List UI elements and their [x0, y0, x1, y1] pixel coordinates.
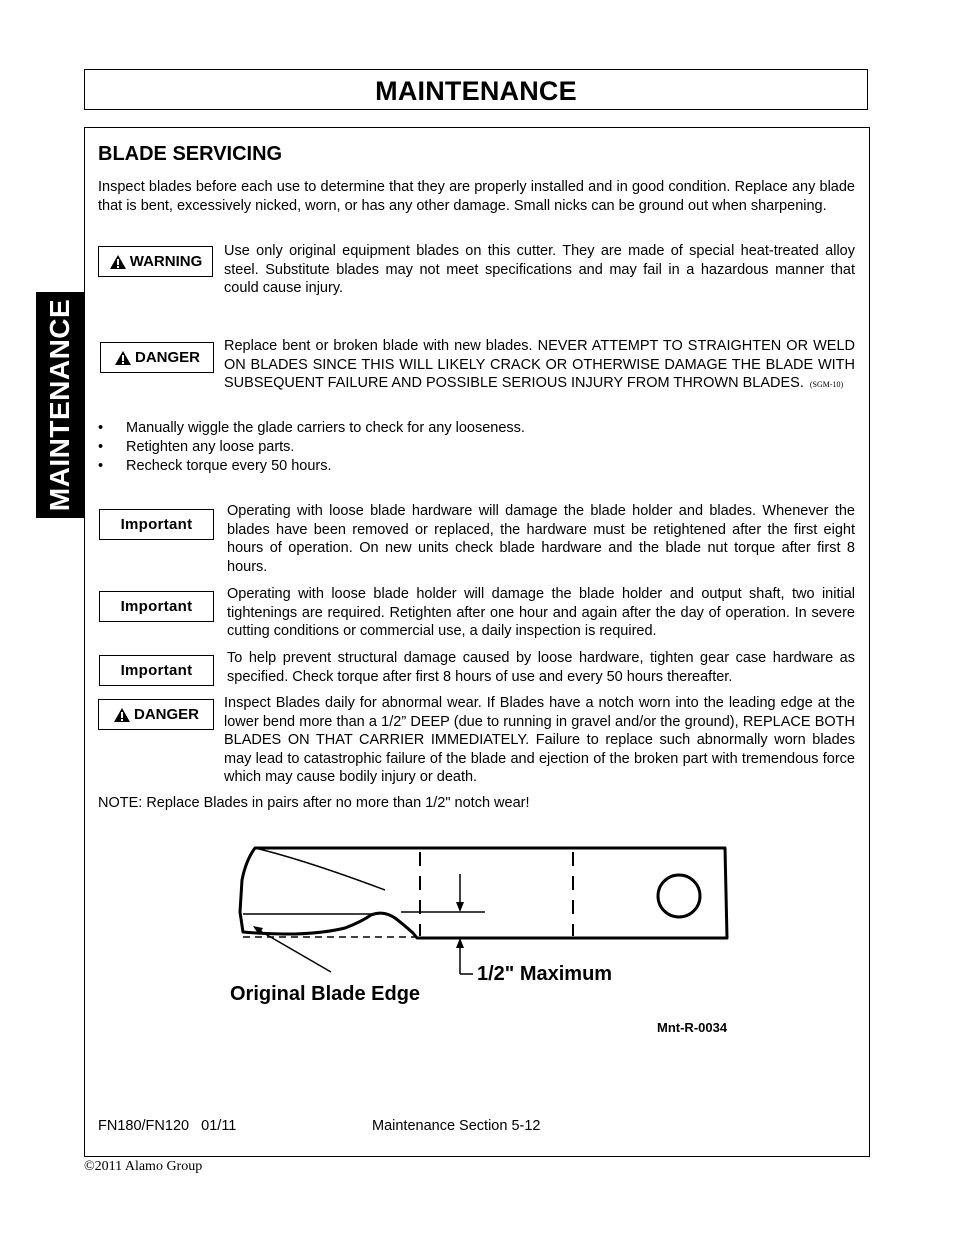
important-text: Operating with loose blade holder will damage the blade holder and output shaft, two initial tightenings are required. Retighten after one hour and again after the day of operation. In severe cutting conditions or commercial use, a daily inspection is required. — [227, 586, 855, 639]
side-tab-label: MAINTENANCE — [44, 298, 75, 512]
max-label: 1/2" Maximum — [477, 963, 613, 985]
danger-triangle-icon — [114, 350, 132, 366]
danger-label — [100, 342, 214, 373]
bullet-list — [98, 419, 525, 476]
header-box — [84, 69, 868, 110]
blade-diagram — [225, 840, 745, 1040]
important-label: Important — [99, 509, 214, 540]
important-label: Important — [99, 591, 214, 622]
footer-model: FN180/FN120 01/11 — [98, 1118, 237, 1134]
blade-outline — [240, 848, 727, 938]
edge-label: Original Blade Edge — [230, 983, 421, 1005]
danger-code: (SGM-10) — [809, 380, 844, 389]
intro-paragraph: Inspect blades before each use to determine that they are properly installed and in good condition. Replace any blade that is bent, excessively nicked, worn, or has any other damage. Small nicks can be ground out when sharpening. — [98, 179, 855, 214]
danger-label — [98, 699, 214, 730]
diagram-code: Mnt-R-0034 — [657, 1020, 728, 1035]
important-label: Important — [99, 655, 214, 686]
important-text: Operating with loose blade hardware will damage the blade holder and blades. Whenever the blades have been removed or replaced, the hardware must be retightened after the first eight hours of operation. On new units check blade hardware and the blade nut torque after first 8 hours. — [227, 503, 855, 575]
important-text: To help prevent structural damage caused by loose hardware, tighten gear case hardware as specified. Check torque after first 8 hours of use and every 50 hours thereafter. — [227, 650, 855, 685]
danger-label-text: DANGER — [134, 349, 200, 366]
warning-triangle-icon — [109, 254, 127, 270]
side-tab — [36, 292, 84, 518]
bevel-line — [255, 848, 385, 890]
warning-label — [98, 246, 213, 277]
note-text: NOTE: Replace Blades in pairs after no more than 1/2" notch wear! — [98, 795, 530, 811]
section-title: BLADE SERVICING — [98, 143, 283, 165]
footer-section: Maintenance Section 5-12 — [372, 1118, 541, 1134]
warning-label-text: WARNING — [129, 253, 203, 270]
danger-text-body: Replace bent or broken blade with new blades. NEVER ATTEMPT TO STRAIGHTEN OR WELD ON BLADES SINCE THIS WILL LIKELY CRACK OR OTHERWISE DAMAGE THE BLADE WITH SUBSEQUENT FAILURE AND POSSIBLE SERIOUS INJURY FROM THROWN BLADES. — [224, 338, 855, 391]
list-item: • Retighten any loose parts. — [98, 439, 295, 455]
danger-label-text: DANGER — [133, 706, 199, 723]
page-title: MAINTENANCE — [375, 76, 577, 106]
copyright: ©2011 Alamo Group — [84, 1159, 203, 1174]
warning-text: Use only original equipment blades on this cutter. They are made of special heat-treated alloy steel. Substitute blades may not meet specifications and may fail in a hazardous manner that could cause injury. — [224, 243, 855, 296]
list-item: • Recheck torque every 50 hours. — [98, 458, 332, 474]
danger-triangle-icon — [113, 707, 131, 723]
list-item: • Manually wiggle the glade carriers to check for any looseness. — [98, 420, 525, 436]
danger-text — [224, 337, 855, 395]
bolt-hole — [658, 875, 700, 917]
danger-text: Inspect Blades daily for abnormal wear. If Blades have a notch worn into the leading edge at the lower bend more than a 1/2” DEEP (due to running in gravel and/or the ground), REPLACE BOTH BLADES ON THAT CARRIER IMMEDIATELY. Failure to replace such abnormally worn blades may lead to catastrophic failure of the blade and ejection of the broken part with tremendous force which may cause bodily injury or death. — [224, 695, 855, 785]
